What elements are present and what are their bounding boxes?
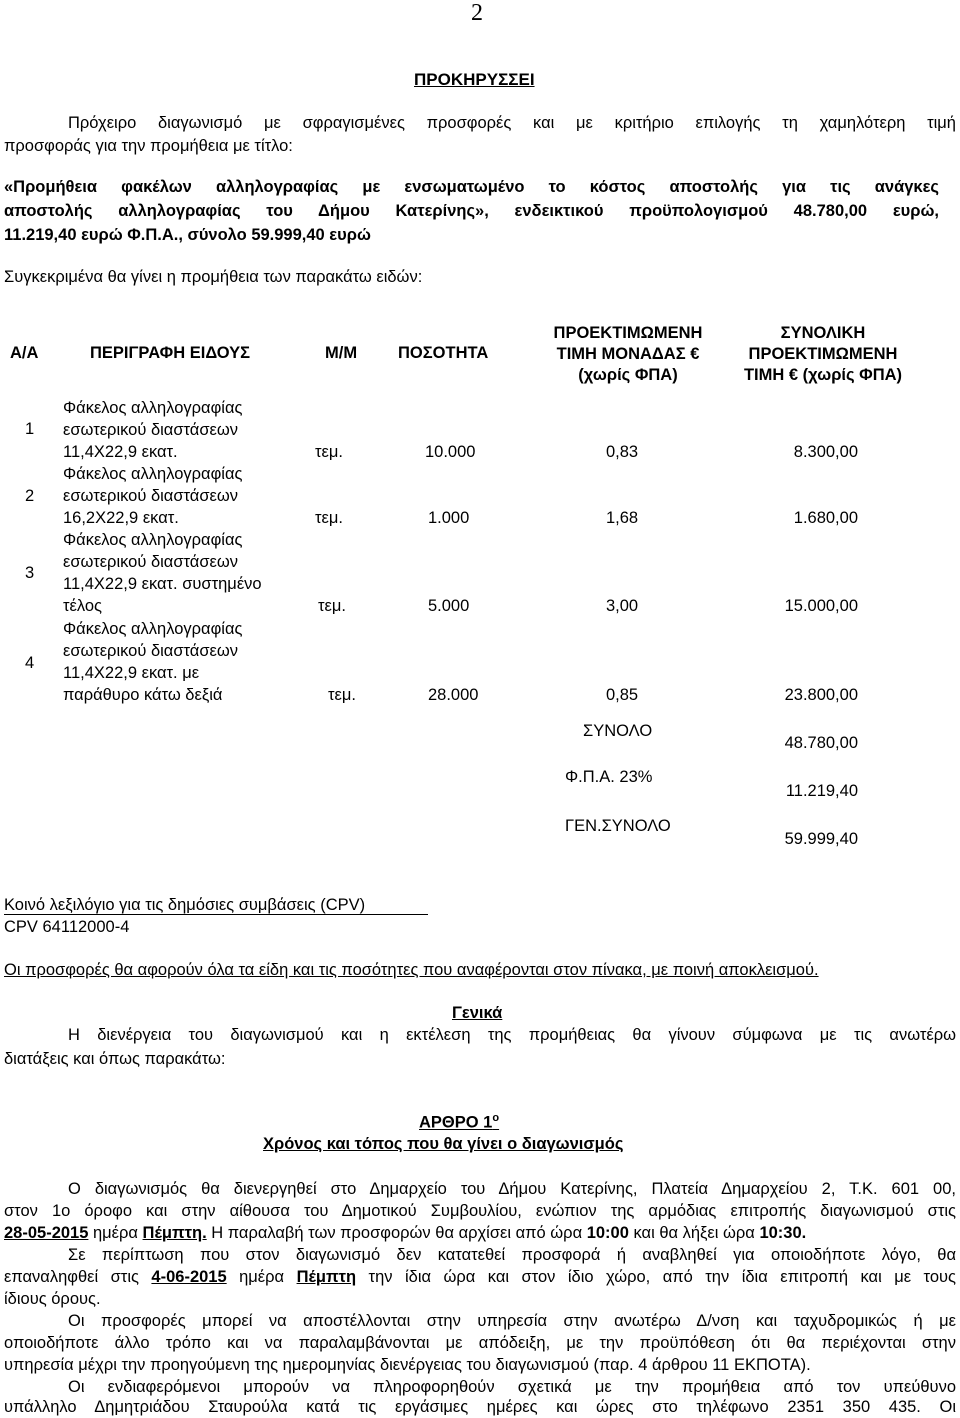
row-4-desc-4: παράθυρο κάτω δεξιά [63,686,223,704]
row-4-total: 23.800,00 [784,686,858,704]
retender-date: 4-06-2015 [151,1268,227,1286]
article-title [419,1112,499,1133]
row-1-desc-1: Φάκελος αλληλογραφίας [63,399,243,417]
article-p3-line-1: Οι προσφορές μπορεί να αποστέλλονται στην υπηρεσία στην ανωτέρω Δ/νση και ταχυδρομικώς ή με [68,1312,956,1330]
p2-text-c: την ίδια ώρα και στον ίδιο χώρο, από την ίδια επιτροπή και με τους [356,1268,956,1286]
row-2-unit: τεμ. [315,509,343,527]
row-1-unit-price: 0,83 [606,443,639,461]
page-number: 2 [471,0,483,26]
article-p2-line-2 [4,1268,956,1287]
row-3-aa: 3 [25,564,35,582]
article-p2-line-3: ίδιους όρους. [4,1290,101,1308]
offers-note: Οι προσφορές θα αφορούν όλα τα είδη και τις ποσότητες που αναφέρονται στον πίνακα, με ποινή αποκλεισμού. [4,961,819,979]
p1-text-c: και θα λήξει ώρα [628,1224,760,1242]
article-title-text: ΑΡΘΡΟ 1 [419,1113,493,1132]
row-4-desc-3: 11,4Χ22,9 εκατ. με [63,664,200,682]
row-4-aa: 4 [25,654,35,672]
article-p4-line-1: Οι ενδιαφερόμενοι μπορούν να πληροφορηθούν σχετικά με την προμήθεια από τον υπεύθυνο [68,1378,956,1396]
tender-date: 28-05-2015 [4,1224,89,1242]
vat-label: Φ.Π.Α. 23% [565,768,653,786]
article-p3-line-2: οποιοδήποτε άλλο τρόπο και να παραλαμβάνονται με απόδειξη, με την προϋπόθεση ότι θα περιέχονται στην [4,1334,956,1352]
article-p1-line-2: στον 1ο όροφο και στην αίθουσα του Δημοτικού Συμβουλίου, ενώπιον της αρμόδιας επιτροπής διαγωνισμού στις [4,1202,956,1220]
p1-text-b: Η παραλαβή των προσφορών θα αρχίσει από ώρα [206,1224,587,1242]
row-3-desc-1: Φάκελος αλληλογραφίας [63,531,243,549]
general-line-2: διατάξεις και όπως παρακάτω: [4,1050,226,1068]
row-1-total: 8.300,00 [793,443,858,461]
row-1-desc-2: εσωτερικού διαστάσεων [63,421,239,439]
p2-text-a: επαναληφθεί στις [4,1268,152,1286]
row-3-desc-2: εσωτερικού διαστάσεων [63,553,239,571]
article-subtitle: Χρόνος και τόπος που θα γίνει ο διαγωνισμός [263,1135,624,1153]
general-line-1: Η διενέργεια του διαγωνισμού και η εκτέλεση της προμήθειας θα γίνουν σύμφωνα με τις ανωτέρω [68,1026,956,1044]
row-4-quantity: 28.000 [428,686,479,704]
row-3-unit: τεμ. [318,597,346,615]
row-1-unit: τεμ. [315,443,343,461]
cpv-underline [4,914,428,915]
article-p1-line-1: Ο διαγωνισμός θα διενεργηθεί στο Δημαρχείο του Δήμου Κατερίνης, Πλατεία Δημαρχείου 2, Τ.Κ. 601 00, [68,1180,956,1198]
row-4-desc-1: Φάκελος αλληλογραφίας [63,620,243,638]
cpv-title: Κοινό λεξιλόγιο για τις δημόσιες συμβάσεις (CPV) [4,896,366,914]
article-p3-line-3: υπηρεσία μέχρι την προηγούμενη της ημερομηνίας διενέργειας του διαγωνισμού (παρ. 4 άρθρου 11 ΕΚΠΟΤΑ). [4,1356,811,1374]
intro-line-1: Πρόχειρο διαγωνισμό με σφραγισμένες προσφορές και με κριτήριο επιλογής τη χαμηλότερη τιμή [68,114,956,132]
header-total-price: ΣΥΝΟΛΙΚΗ ΠΡΟΕΚΤΙΜΩΜΕΝΗ ΤΙΜΗ € (χωρίς ΦΠΑ) [743,324,903,384]
grand-total-value: 59.999,40 [784,830,858,848]
row-2-aa: 2 [25,487,35,505]
header-description: ΠΕΡΙΓΡΑΦΗ ΕΙΔΟΥΣ [90,344,251,362]
row-3-unit-price: 3,00 [606,597,639,615]
row-2-desc-1: Φάκελος αλληλογραφίας [63,465,243,483]
end-time: 10:30. [759,1224,807,1242]
title-line-2: αποστολής αλληλογραφίας του Δήμου Κατερίνης», ενδεικτικού προϋπολογισμού 48.780,00 ευρώ, [4,202,939,220]
article-superscript: ο [492,1112,500,1124]
general-title: Γενικά [452,1004,503,1022]
header-unit-price: ΠΡΟΕΚΤΙΜΩΜΕΝΗ ΤΙΜΗ ΜΟΝΑΔΑΣ € (χωρίς ΦΠΑ) [553,324,703,384]
row-2-quantity: 1.000 [428,509,470,527]
row-3-total: 15.000,00 [784,597,858,615]
cpv-code: CPV 64112000-4 [4,918,130,936]
total-value: 48.780,00 [784,734,858,752]
article-p4-line-2: υπάλληλο Δημητριάδου Σταυρούλα κατά τις εργάσιμες ημέρες και ώρες στο τηλέφωνο 2351 350 435. Οι [4,1398,956,1416]
p2-text-b: ημέρα [226,1268,297,1286]
header-aa: Α/Α [10,344,39,362]
row-1-aa: 1 [25,420,35,438]
header-unit: Μ/Μ [325,344,358,362]
header-quantity: ΠΟΣΟΤΗΤΑ [398,344,489,362]
row-1-quantity: 10.000 [425,443,476,461]
row-3-quantity: 5.000 [428,597,470,615]
row-4-unit: τεμ. [328,686,356,704]
total-label: ΣΥΝΟΛΟ [583,722,653,740]
vat-value: 11.219,40 [785,782,858,800]
article-p1-line-3 [4,1224,806,1243]
row-2-desc-2: εσωτερικού διαστάσεων [63,487,239,505]
title-line-3: 11.219,40 ευρώ Φ.Π.Α., σύνολο 59.999,40 ευρώ [4,226,371,244]
grand-total-label: ΓΕΝ.ΣΥΝΟΛΟ [565,817,671,835]
intro-line-2: προσφοράς για την προμήθεια με τίτλο: [4,137,293,155]
items-intro: Συγκεκριμένα θα γίνει η προμήθεια των παρακάτω ειδών: [4,268,423,286]
row-4-desc-2: εσωτερικού διαστάσεων [63,642,239,660]
title-line-1: «Προμήθεια φακέλων αλληλογραφίας με ενσωματωμένο το κόστος αποστολής για τις ανάγκες [4,178,939,196]
p1-text-a: ημέρα [88,1224,143,1242]
row-4-unit-price: 0,85 [606,686,639,704]
page-heading: ΠΡΟΚΗΡΥΣΣΕΙ [414,70,535,89]
tender-day: Πέμπτη. [142,1224,207,1242]
row-2-desc-3: 16,2Χ22,9 εκατ. [63,509,179,527]
row-1-desc-3: 11,4Χ22,9 εκατ. [63,443,178,461]
row-3-desc-3: 11,4Χ22,9 εκατ. συστημένο [63,575,262,593]
row-3-desc-4: τέλος [63,597,103,615]
row-2-total: 1.680,00 [793,509,858,527]
row-2-unit-price: 1,68 [606,509,639,527]
article-p2-line-1: Σε περίπτωση που στον διαγωνισμό δεν κατατεθεί προσφορά ή αναβληθεί για οποιοδήποτε λόγο, θα [68,1246,956,1264]
retender-day: Πέμπτη [296,1268,357,1286]
start-time: 10:00 [586,1224,629,1242]
